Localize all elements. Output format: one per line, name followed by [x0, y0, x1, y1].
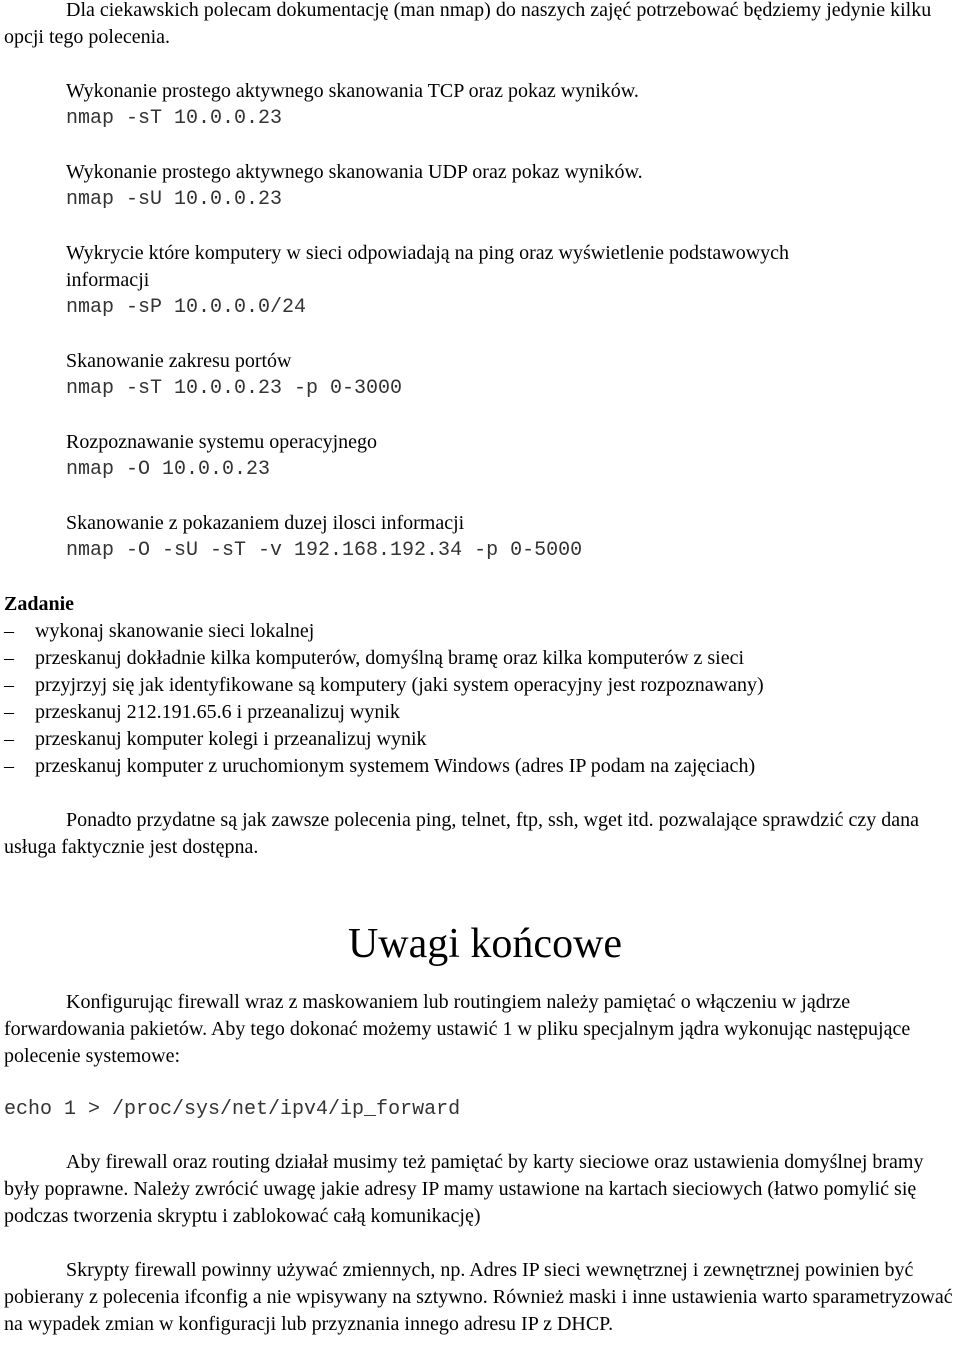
- task-list: [4, 618, 958, 780]
- example-description: Wykrycie które komputery w sieci odpowiadają na ping oraz wyświetlenie podstawowych informacji: [66, 242, 790, 291]
- example-6: [66, 510, 958, 564]
- dash-marker: –: [4, 674, 14, 696]
- example-3: [66, 240, 958, 321]
- example-command: nmap -sT 10.0.0.23 -p 0-3000: [66, 377, 403, 400]
- example-4: [66, 348, 958, 402]
- example-command: nmap -sT 10.0.0.23: [66, 107, 283, 130]
- dash-marker: –: [4, 620, 14, 642]
- final-paragraph-2: Aby firewall oraz routing działał musimy też pamiętać by karty sieciowe oraz ustawienia domyślnej bramy były poprawne. Należy zwrócić uwagę jakie adresy IP mamy ustawione na kartach sieciowych (łatwo pomylić się podczas tworzenia skryptu i zablokować całą komunikację): [4, 1151, 924, 1227]
- spacer: [4, 780, 958, 807]
- task-item-text: przeskanuj 212.191.65.6 i przeanalizuj wynik: [35, 701, 400, 723]
- example-description: Skanowanie zakresu portów: [66, 350, 292, 372]
- example-command: nmap -sP 10.0.0.0/24: [66, 296, 307, 319]
- task-item: [4, 726, 958, 753]
- spacer: [4, 483, 958, 510]
- task-item-text: przeskanuj komputer z uruchomionym systemem Windows (adres IP podam na zajęciach): [35, 755, 756, 777]
- document-page: [4, 0, 958, 1338]
- final-paragraph-1: Konfigurując firewall wraz z maskowaniem lub routingiem należy pamiętać o włączeniu w jądrze forwardowania pakietów. Aby tego dokonać możemy ustawić 1 w pliku specjalnym jądra wykonując następujące polecenie systemowe:: [4, 991, 911, 1067]
- task-item-text: przyjrzyj się jak identyfikowane są komputery (jaki system operacyjny jest rozpoznawany): [35, 674, 764, 696]
- spacer: [4, 321, 958, 348]
- spacer: [4, 1230, 958, 1257]
- echo-command: echo 1 > /proc/sys/net/ipv4/ip_forward: [4, 1098, 461, 1121]
- dash-marker: –: [4, 728, 14, 750]
- example-command: nmap -O -sU -sT -v 192.168.192.34 -p 0-5000: [66, 539, 583, 562]
- example-command: nmap -O 10.0.0.23: [66, 458, 271, 481]
- spacer: [4, 213, 958, 240]
- task-item: [4, 645, 958, 672]
- spacer: [4, 51, 958, 78]
- spacer: [4, 971, 958, 989]
- intro-paragraph: Dla ciekawskich polecam dokumentację (man nmap) do naszych zajęć potrzebować będziemy jedynie kilku opcji tego polecenia.: [4, 0, 932, 48]
- example-description: Wykonanie prostego aktywnego skanowania TCP oraz pokaz wyników.: [66, 80, 639, 102]
- example-command: nmap -sU 10.0.0.23: [66, 188, 283, 211]
- example-2: [66, 159, 958, 213]
- section-title: Uwagi końcowe: [347, 921, 623, 967]
- example-1: [66, 78, 958, 132]
- dash-marker: –: [4, 755, 14, 777]
- final-paragraph-3: Skrypty firewall powinny używać zmiennych, np. Adres IP sieci wewnętrznej i zewnętrznej powinien być pobierany z polecenia ifconfig a nie wpisywany na sztywno. Również maski i inne ustawienia warto sparametryzować na wypadek zmian w konfiguracji lub przyznania innego adresu IP z DHCP.: [4, 1259, 953, 1335]
- spacer: [4, 564, 958, 591]
- example-5: [66, 429, 958, 483]
- spacer: [4, 1123, 958, 1149]
- task-item-text: przeskanuj dokładnie kilka komputerów, domyślną bramę oraz kilka komputerów z sieci: [35, 647, 745, 669]
- task-item: [4, 618, 958, 645]
- task-note: Ponadto przydatne są jak zawsze polecenia ping, telnet, ftp, ssh, wget itd. pozwalające sprawdzić czy dana usługa faktycznie jest dostępna.: [4, 809, 920, 858]
- task-item-text: wykonaj skanowanie sieci lokalnej: [35, 620, 315, 642]
- example-description: Rozpoznawanie systemu operacyjnego: [66, 431, 378, 453]
- dash-marker: –: [4, 701, 14, 723]
- dash-marker: –: [4, 647, 14, 669]
- task-item: [4, 672, 958, 699]
- example-description: Wykonanie prostego aktywnego skanowania UDP oraz pokaz wyników.: [66, 161, 643, 183]
- spacer: [4, 132, 958, 159]
- task-item: [4, 753, 958, 780]
- example-description: Skanowanie z pokazaniem duzej ilosci informacji: [66, 512, 465, 534]
- task-item-text: przeskanuj komputer kolegi i przeanalizuj wynik: [35, 728, 427, 750]
- spacer: [4, 402, 958, 429]
- task-item: [4, 699, 958, 726]
- task-heading: Zadanie: [4, 593, 75, 615]
- spacer: [4, 1070, 958, 1096]
- spacer: [4, 861, 958, 917]
